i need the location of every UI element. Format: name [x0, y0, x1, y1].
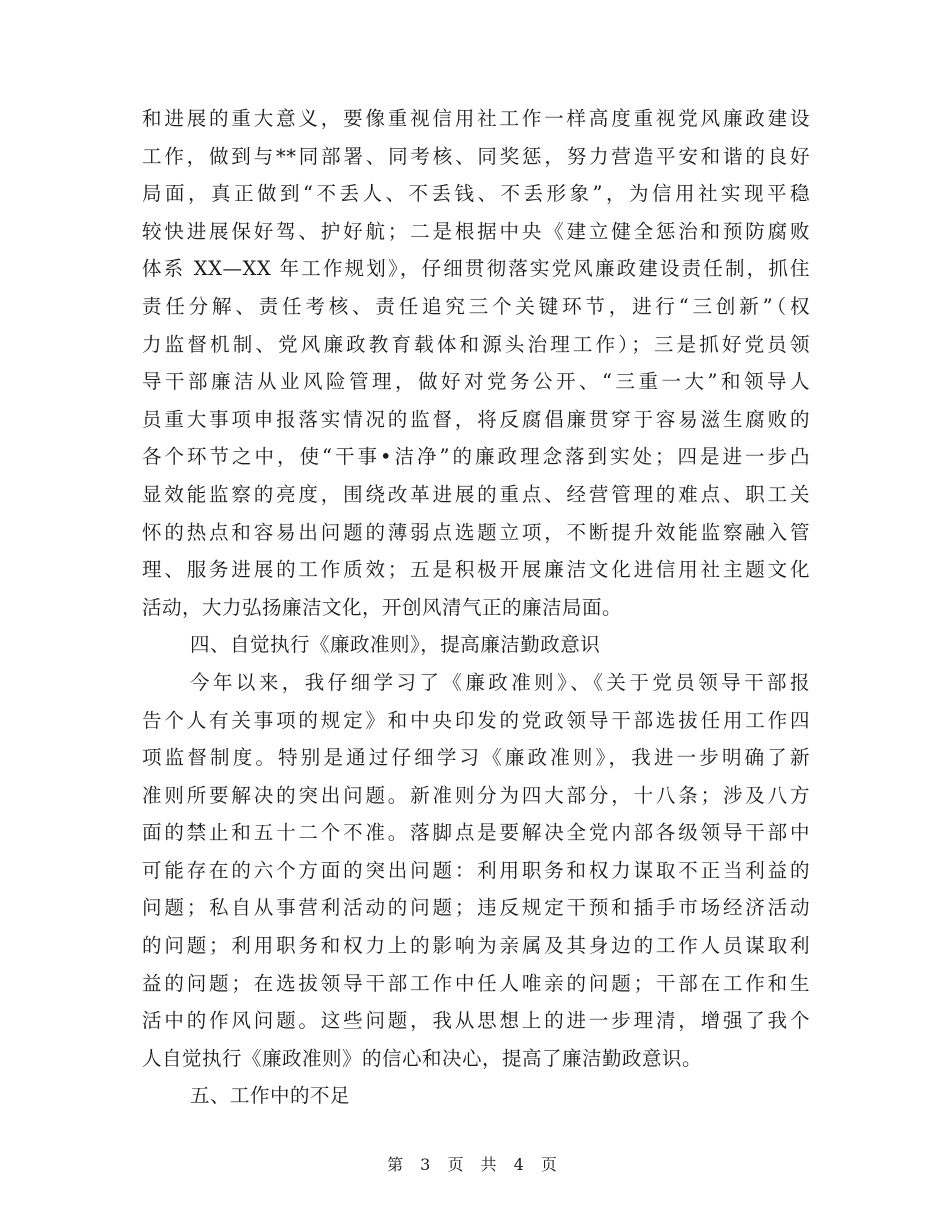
text-line: 责任分解、责任考核、责任追究三个关键环节，进行“三创新”（权 — [142, 294, 810, 318]
text-line: 的问题；利用职务和权力上的影响为亲属及其身边的工作人员谋取利 — [142, 934, 810, 958]
text-line: 体系 XX—XX 年工作规划》，仔细贯彻落实党风廉政建设责任制，抓住 — [142, 257, 810, 281]
text-line: 项监督制度。特别是通过仔细学习《廉政准则》，我进一步明确了新 — [142, 746, 810, 770]
document-body — [142, 100, 810, 1115]
text-line: 较快进展保好驾、护好航；二是根据中央《建立健全惩治和预防腐败 — [142, 219, 810, 243]
text-line: 和进展的重大意义，要像重视信用社工作一样高度重视党风廉政建设 — [142, 107, 810, 130]
text-line: 益的问题；在选拔领导干部工作中任人唯亲的问题；干部在工作和生 — [142, 971, 810, 995]
text-line: 问题；私自从事营利活动的问题；违反规定干预和插手市场经济活动 — [142, 896, 810, 920]
text-line: 面的禁止和五十二个不准。落脚点是要解决全党内部各级领导干部中 — [142, 821, 810, 845]
text-line: 显效能监察的亮度，围绕改革进展的重点、经营管理的难点、职工关 — [142, 482, 810, 506]
text-line: 今年以来，我仔细学习了《廉政准则》、《关于党员领导干部报 — [190, 670, 810, 694]
page-number-footer: 第 3 页 共 4 页 — [387, 1155, 563, 1174]
section-heading: 四、自觉执行《廉政准则》，提高廉洁勤政意识 — [190, 633, 601, 657]
text-line: 各个环节之中，使“干事•洁净”的廉政理念落到实处；四是进一步凸 — [142, 445, 810, 469]
section-heading: 五、工作中的不足 — [190, 1084, 351, 1108]
text-line: 活动，大力弘扬廉洁文化，开创风清气正的廉洁局面。 — [142, 595, 623, 619]
text-line: 理、服务进展的工作质效；五是积极开展廉洁文化进信用社主题文化 — [142, 558, 810, 582]
text-line: 人自觉执行《廉政准则》的信心和决心，提高了廉洁勤政意识。 — [142, 1046, 703, 1070]
text-line: 力监督机制、党风廉政教育载体和源头治理工作）；三是抓好党员领 — [142, 332, 810, 356]
text-line: 局面，真正做到“不丢人、不丢钱、不丢形象”，为信用社实现平稳 — [142, 182, 810, 206]
text-line: 工作，做到与**同部署、同考核、同奖惩，努力营造平安和谐的良好 — [142, 144, 810, 168]
text-line: 可能存在的六个方面的突出问题：利用职务和权力谋取不正当利益的 — [142, 858, 810, 882]
text-line: 告个人有关事项的规定》和中央印发的党政领导干部选拔任用工作四 — [142, 708, 810, 732]
text-line: 员重大事项申报落实情况的监督，将反腐倡廉贯穿于容易滋生腐败的 — [142, 407, 810, 431]
text-line: 导干部廉洁从业风险管理，做好对党务公开、“三重一大”和领导人 — [142, 370, 810, 394]
text-line: 准则所要解决的突出问题。新准则分为四大部分，十八条；涉及八方 — [142, 783, 810, 807]
text-line: 活中的作风问题。这些问题，我从思想上的进一步理清，增强了我个 — [142, 1009, 810, 1033]
text-line: 怀的热点和容易出问题的薄弱点选题立项，不断提升效能监察融入管 — [142, 520, 810, 544]
